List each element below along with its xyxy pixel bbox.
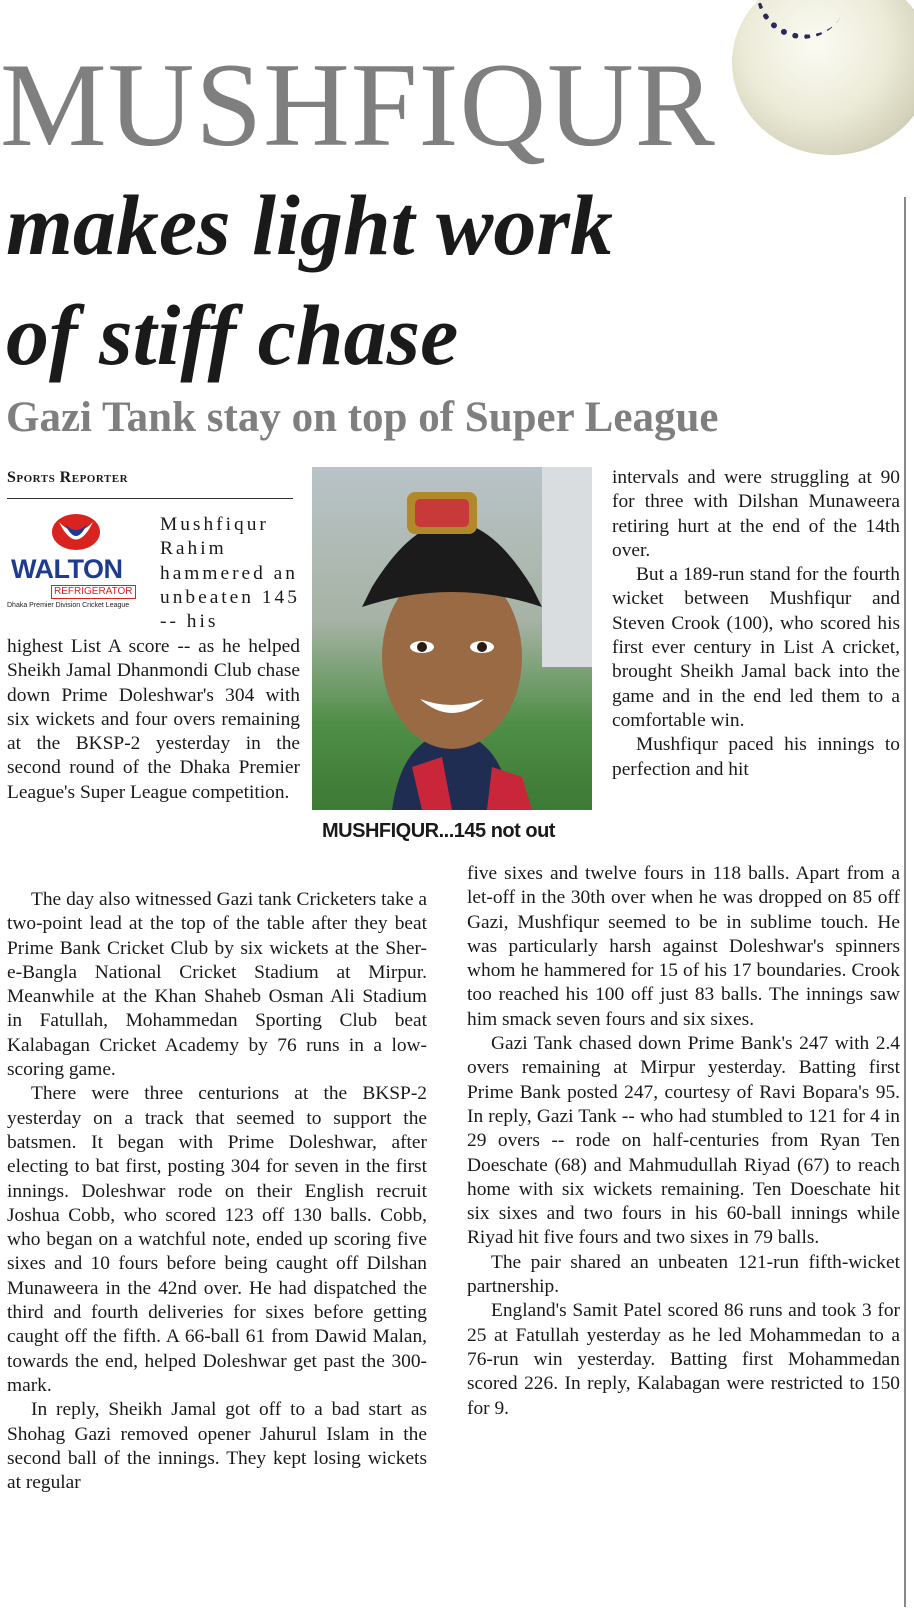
photo-caption: MUSHFIQUR...145 not out	[322, 820, 555, 842]
paragraph: Mushfiqur paced his innings to perfection and hit	[612, 734, 900, 780]
intro-wrap-text: Mushfiqur Rahim hammered an unbeaten 145 -- his	[160, 514, 300, 633]
paragraph: There were three centurions at the BKSP-2 yesterday on a track that seemed to support the batsmen. It began with Prime Doleshwar, after electing to bat first, posting 304 for seven in the first innings. Doleshwar rode on their English recruit Joshua Cobb, who scored 123 off 130 balls. Cobb, who began on a watchful note, ended up scoring five sixes and 10 fours before being caught off Dilshan Munaweera in the 42nd over. He had dispatched the third and fourth deliveries for sixes before getting caught off the fifth. A 66-ball 61 from Dawid Malan, towards the end, helped Doleshwar get past the 300-mark.	[7, 1083, 427, 1396]
deck-line-2: of stiff chase	[6, 287, 459, 383]
paragraph: England's Samit Patel scored 86 runs and took 3 for 25 at Fatullah yesterday as he led Mohammedan to a 76-run win yesterday. Batting first Mohammedan scored 226. In reply, Kalabagan were restricted to 150 for 9.	[467, 1300, 900, 1419]
player-photo	[312, 467, 592, 810]
deck-headline	[6, 170, 613, 390]
paragraph: The day also witnessed Gazi tank Cricketers take a two-point lead at the top of the table after they beat Prime Bank Cricket Club by six wickets at the Sher-e-Bangla National Cricket Stadium at Mirpur. Meanwhile at the Khan Shaheb Osman Ali Stadium in Fatullah, Mohammedan Sporting Club beat Kalabagan Cricket Academy by 76 runs in a low-scoring game.	[7, 889, 427, 1081]
column-2	[467, 862, 900, 1421]
byline-rule	[7, 498, 293, 499]
deck-line-1: makes light work	[6, 177, 613, 273]
sponsor-logo	[7, 512, 137, 612]
paragraph: highest List A score -- as he helped Sheikh Jamal Dhanmondi Club chase down Prime Doleshwar's 304 with six wickets and four overs remaining at the BKSP-2 yesterday in the second round of the Dhaka Premier League's Super League competition.	[7, 636, 300, 803]
byline: Sports Reporter	[7, 469, 129, 486]
sponsor-name: WALTON	[11, 554, 123, 584]
paragraph: Gazi Tank chased down Prime Bank's 247 with 2.4 overs remaining at Mirpur yesterday. Batting first Prime Bank posted 247, courtesy of Ravi Bopara's 95. In reply, Gazi Tank -- who had stumbled to 121 for 4 in 29 overs -- rode on half-centuries from Ryan Ten Doeschate (68) and Mahmudullah Riyad (67) to reach home with six wickets remaining. Ten Doeschate hit six sixes and two fours in his 60-ball innings while Riyad hit five fours and two sixes in 79 balls.	[467, 1033, 900, 1249]
paragraph: intervals and were struggling at 90 for three with Dilshan Munaweera retiring hurt at the end of the 14th over.	[612, 467, 900, 561]
column-1	[7, 888, 427, 1495]
player-portrait-icon	[312, 467, 592, 810]
column-1-top	[7, 635, 300, 805]
column-rule	[904, 197, 906, 1607]
subheadline: Gazi Tank stay on top of Super League	[6, 394, 719, 441]
paragraph: But a 189-run stand for the fourth wicket between Mushfiqur and Steven Crook (100), who scored his first ever century in List A cricket, brought Sheikh Jamal back into the game and in the end led them to a comfortable win.	[612, 564, 900, 731]
headline: MUSHFIQUR	[0, 38, 716, 171]
sponsor-tag: REFRIGERATOR	[51, 585, 136, 599]
sponsor-league: Dhaka Premier Division Cricket League	[7, 602, 130, 609]
paragraph: The pair shared an unbeaten 121-run fifth-wicket partnership.	[467, 1251, 900, 1298]
walton-logo-icon	[51, 512, 101, 552]
column-3	[612, 466, 900, 782]
paragraph: five sixes and twelve fours in 118 balls. Apart from a let-off in the 30th over when he was dropped on 85 off Gazi, Mushfiqur seemed to be in sublime touch. He was particularly harsh against Doleshwar's spinners whom he hammered for 15 of his 17 boundaries. Crook too reached his 100 off just 83 balls. The innings saw him smack seven fours and six sixes.	[467, 863, 900, 1030]
paragraph: In reply, Sheikh Jamal got off to a bad start as Shohag Gazi removed opener Jahurul Islam in the second ball of the innings. They kept losing wickets at regular	[7, 1399, 427, 1494]
cricket-ball-image	[732, 0, 914, 155]
